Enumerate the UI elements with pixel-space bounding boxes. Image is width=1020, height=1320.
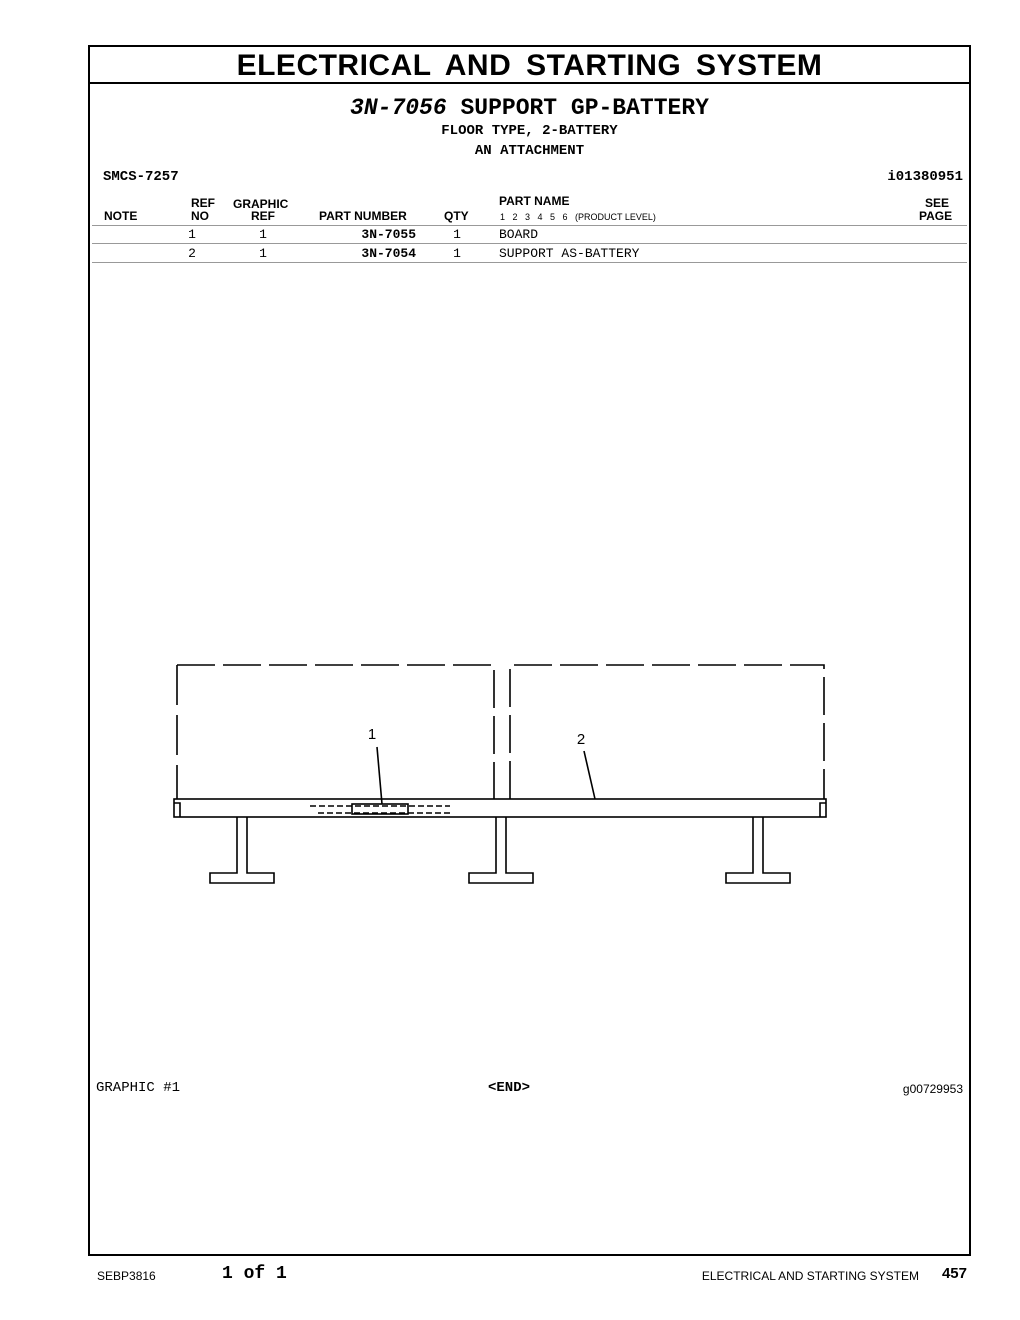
row-part-number: 3N-7055 bbox=[361, 227, 416, 242]
end-marker: <END> bbox=[488, 1080, 531, 1096]
row-part-number: 3N-7054 bbox=[361, 246, 416, 261]
callout-1: 1 bbox=[367, 726, 377, 743]
footer-page-number: 457 bbox=[941, 1265, 967, 1282]
callout-2: 2 bbox=[576, 731, 586, 748]
row-part-name: SUPPORT AS-BATTERY bbox=[499, 246, 640, 261]
header-graphic-top: GRAPHIC bbox=[233, 197, 289, 211]
header-ref-bottom: NO bbox=[191, 209, 209, 223]
header-part-name: PART NAME bbox=[499, 194, 570, 208]
row-ref-no: 2 bbox=[188, 246, 196, 261]
graphic-label: GRAPHIC #1 bbox=[96, 1080, 181, 1096]
header-qty: QTY bbox=[444, 209, 469, 223]
footer-doc-number: SEBP3816 bbox=[97, 1269, 156, 1283]
page-frame bbox=[88, 45, 971, 1256]
header-graphic-bottom: REF bbox=[251, 209, 275, 223]
footer-section: ELECTRICAL AND STARTING SYSTEM bbox=[701, 1269, 919, 1283]
parts-illustration bbox=[90, 47, 969, 1254]
row-part-name: BOARD bbox=[499, 227, 539, 242]
subtitle-2: AN ATTACHMENT bbox=[474, 143, 585, 159]
smcs-code: SMCS-7257 bbox=[103, 169, 179, 185]
header-note: NOTE bbox=[104, 209, 138, 223]
header-see-top: SEE bbox=[925, 196, 950, 210]
part-title: SUPPORT GP-BATTERY bbox=[460, 95, 709, 121]
header-product-levels: 1 2 3 4 5 6 (PRODUCT LEVEL) bbox=[500, 212, 656, 222]
doc-id: i01380951 bbox=[887, 169, 963, 185]
row-graphic-ref: 1 bbox=[259, 246, 267, 261]
header-see-bottom: PAGE bbox=[919, 209, 953, 223]
row-qty: 1 bbox=[453, 227, 461, 242]
row-ref-no: 1 bbox=[188, 227, 196, 242]
header-part-number: PART NUMBER bbox=[319, 209, 407, 223]
graphic-id: g00729953 bbox=[902, 1082, 963, 1096]
footer-page-count: 1 of 1 bbox=[222, 1264, 287, 1284]
row-graphic-ref: 1 bbox=[259, 227, 267, 242]
header-ref-top: REF bbox=[191, 196, 215, 210]
row-qty: 1 bbox=[453, 246, 461, 261]
section-title: ELECTRICAL AND STARTING SYSTEM bbox=[90, 47, 969, 84]
part-number-title: 3N-7056 bbox=[350, 95, 447, 121]
subtitle-1: FLOOR TYPE, 2-BATTERY bbox=[441, 123, 618, 139]
